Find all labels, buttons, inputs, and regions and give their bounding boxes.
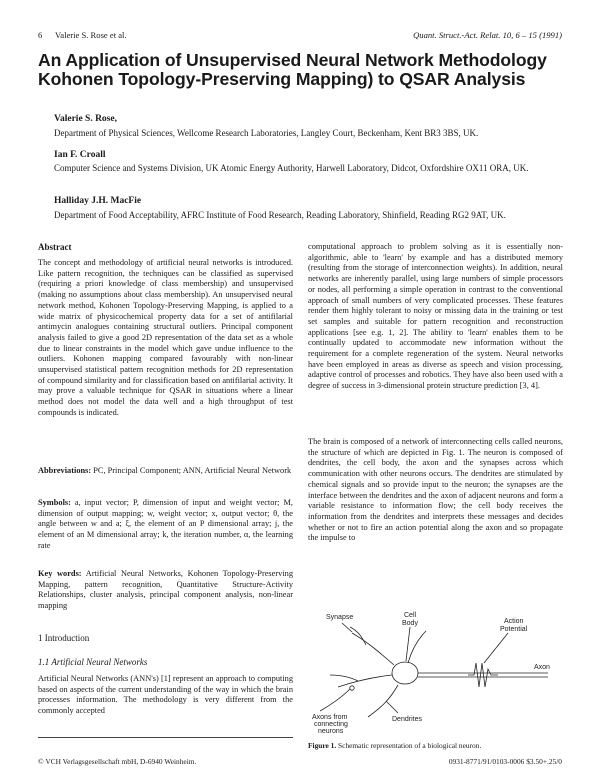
- author-name-3: Halliday J.H. MacFie: [54, 196, 142, 206]
- label-neurons: neurons: [318, 728, 344, 735]
- label-dendrites: Dendrites: [392, 716, 422, 723]
- page-number: 6: [38, 30, 43, 40]
- author-name-2: Ian F. Croall: [54, 150, 106, 160]
- label-axon: Axon: [534, 664, 550, 671]
- label-cell: Cell: [404, 612, 417, 619]
- cell-body-shape: [392, 662, 418, 684]
- subsection-heading-ann: 1.1 Artificial Neural Networks: [38, 657, 148, 667]
- label-synapse: Synapse: [326, 614, 354, 621]
- footer-publisher: © VCH Verlagsgesellschaft mbH, D-6940 Weinheim.: [38, 757, 197, 766]
- symbols-text: a, input vector; P, dimension of input and weight vector; M, dimension of output mapping; w, weight vector; x, output vector; θ, the angle between w and a; ξ, the element of an P dimensional array; j, the element of an M dimensional array; k, the iteration number, α, the learning rate: [38, 498, 293, 550]
- author-affiliation-1: Department of Physical Sciences, Wellcome Research Laboratories, Langley Court, Beckenham, Kent BR3 3BS, UK.: [54, 128, 479, 138]
- figure-caption-label: Figure 1.: [308, 741, 337, 750]
- abstract-heading: Abstract: [38, 242, 72, 252]
- label-body: Body: [402, 620, 418, 627]
- figure-caption: [308, 741, 481, 750]
- title-line-1: An Application of Unsupervised Neural Network Methodology: [38, 50, 547, 70]
- right-column-paragraph-1: computational approach to problem solving as it is essentially non-algorithmic, able to 'learn' by example and has a distributed memory (resulting from the storage of interconnection weights). In addition, neural networks are inherently parallel, using large numbers of simple processors or nodes, all performing a simple operation in contrast to the conventional approach of small numbers of very complicated processes. These features render them highly tolerant to noisy or missing data in the training or test set samples and suitable for pattern recognition and reconstruction applications [see e.g. 1, 2]. The ability to 'learn' enables them to be continually updated to accommodate new information without the requirement for a complete regeneration of the system. Neural networks have been employed in areas as diverse as speech and vision processing, adaptive control of processes and robotics. They have also been used with a degree of success in 3-dimensional protein structure prediction [3, 4].: [308, 242, 563, 391]
- keywords-heading: Key words:: [38, 569, 82, 578]
- dendrite-line: [350, 627, 366, 645]
- abstract-paragraph: The concept and methodology of artificial neural networks is introduced. Like pattern recognition, the techniques can be classified as supervised (requiring a priori knowledge of class membership) and unsupervised (making no assumptions about class membership). An unsupervised neural network method, Kohonen Topology-Preserving Mapping, is applied to a wide matrix of physicochemical property data for a set of antifilarial antimycin analogues containing structural outliers. Principal component analysis failed to give a good 2D representation of the data set as a whole due to linear constraints in the model which gave undue influence to the outliers. Kohonen mapping compared favourably with non-linear unsupervised statistical pattern recognition methods for 2D representation of compound similarity and for classification based on antifilarial activity. It may prove a valuable technique for QSAR in situations where a linear method does not model the data well and a high throughput of test compounds is indicated.: [38, 258, 293, 417]
- footer-code: 0931-8771/91/0103-0006 $3.50+.25/0: [448, 757, 562, 766]
- introduction-paragraph: Artificial Neural Networks (ANN's) [1] represent an approach to computing based on aspects of the current understanding of the way in which the brain processes information. The methodology is very different from the commonly accepted: [38, 674, 293, 716]
- symbols-heading: Symbols:: [38, 498, 71, 507]
- author-name-1: Valerie S. Rose,: [54, 114, 117, 124]
- keywords-block: [38, 569, 293, 612]
- author-affiliation-3: Department of Food Acceptability, AFRC Institute of Food Research, Reading Laboratory, Shinfield, Reading RG2 9AT, UK.: [54, 210, 506, 220]
- article-title: [38, 51, 568, 89]
- action-potential-wave: [468, 663, 498, 687]
- incoming-axon-line: [320, 689, 350, 711]
- symbols-block: [38, 498, 293, 552]
- keywords-text: Artificial Neural Networks, Kohonen Topology-Preserving Mapping, pattern recognition, Quantitative Structure-Activity Relationships, cluster analysis, principal component analysis, non-linear mapping: [38, 569, 293, 611]
- label-action: Action: [504, 618, 524, 625]
- footer-rule: [38, 737, 293, 738]
- right-column-paragraph-2: The brain is composed of a network of interconnecting cells called neurons, the structure of which are depicted in Fig. 1. The neuron is composed of dendrites, the cell body, the axon and the synapses across which communication with other neurons occurs. The dendrites are stimulated by chemical signals and so provide input to the neuron; the synapses are the interface between the dendrites and the axon of adjacent neurons and form a variable resistance to information flow; the cell body receives the information from the dendrites and interprets these messages and decides whether or not to fire an action potential along the axon and so propagate the impulse to: [308, 437, 563, 543]
- title-line-2: Kohonen Topology-Preserving Mapping) to QSAR Analysis: [38, 69, 526, 89]
- cell-body-pointer: [406, 627, 410, 661]
- author-affiliation-2: Computer Science and Systems Division, UK Atomic Energy Authority, Harwell Laboratory, Didcot, Oxfordshire OX11 ORA, UK.: [54, 163, 529, 173]
- dendrite-line: [352, 633, 394, 665]
- figure-caption-text: Schematic representation of a biological neuron.: [336, 741, 482, 750]
- abbreviations-block: [38, 466, 293, 477]
- label-potential: Potential: [500, 626, 528, 633]
- running-head-authors: Valerie S. Rose et al.: [55, 30, 127, 40]
- dendrite-line: [408, 631, 426, 663]
- dendrites-pointer: [386, 701, 398, 713]
- synapse-terminal: [350, 686, 354, 690]
- label-axons-from: Axons from: [312, 714, 348, 721]
- abbreviations-text: PC, Principal Component; ANN, Artificial Neural Network: [91, 466, 292, 475]
- running-head-journal: Quant. Struct.-Act. Relat. 10, 6 – 15 (1991): [413, 30, 562, 40]
- dendrite-line: [368, 685, 398, 717]
- dendrite-line: [330, 675, 358, 681]
- abbreviations-heading: Abbreviations:: [38, 466, 92, 475]
- section-heading-introduction: 1 Introduction: [38, 633, 90, 643]
- abstract-text: [38, 258, 293, 419]
- introduction-text: [38, 674, 293, 717]
- neuron-figure: [308, 603, 566, 735]
- label-connecting: connecting: [314, 721, 348, 728]
- action-potential-pointer: [484, 633, 508, 663]
